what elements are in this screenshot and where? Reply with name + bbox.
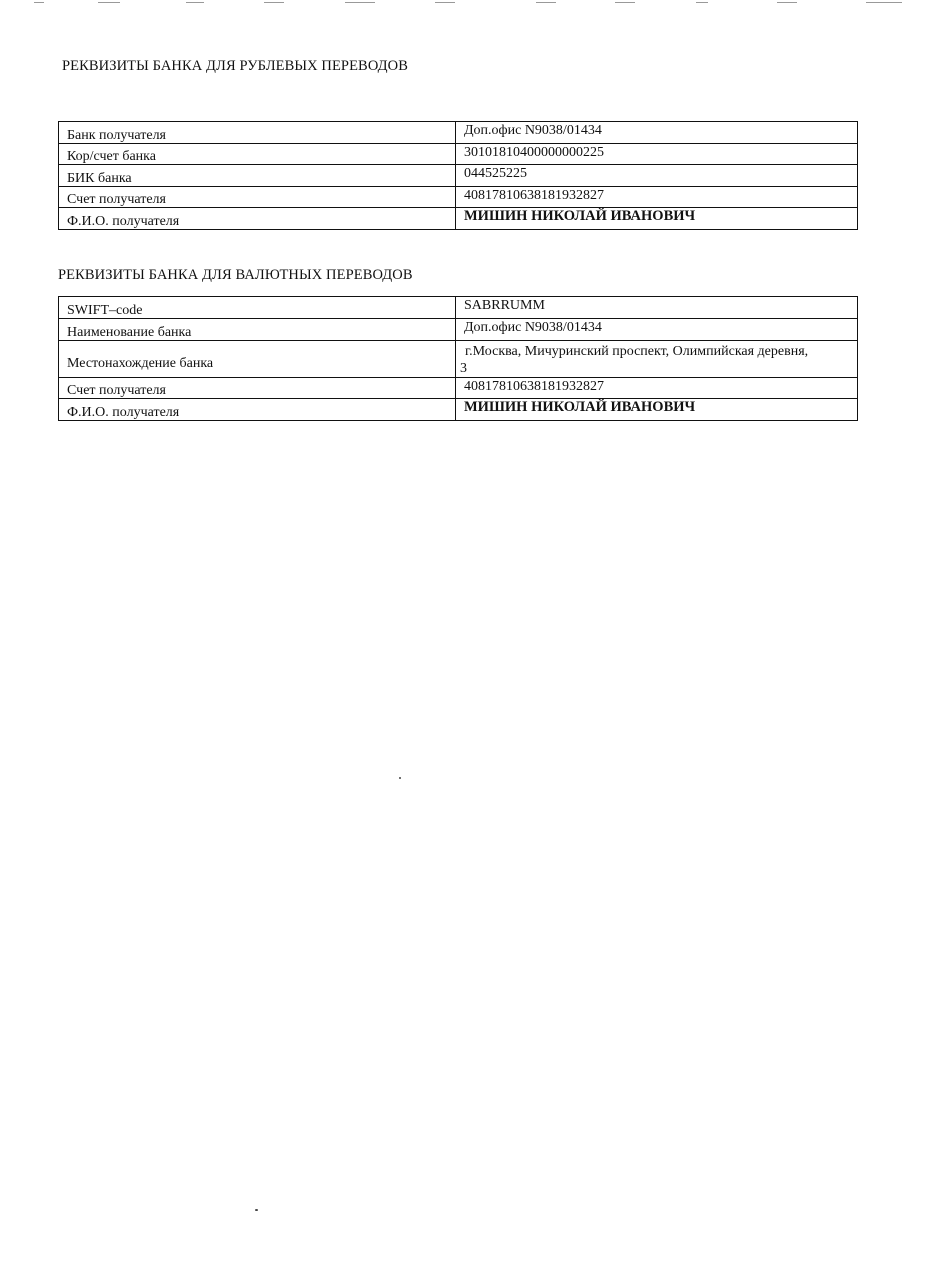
ruble-details-table — [58, 121, 858, 230]
scan-artifact — [866, 2, 902, 3]
row-value: 40817810638181932827 — [456, 378, 858, 399]
scan-artifact — [186, 2, 204, 3]
row-label: Наименование банка — [59, 319, 456, 341]
scan-artifact — [777, 2, 797, 3]
scan-artifact — [34, 2, 44, 3]
table-row — [59, 208, 858, 230]
row-value: SABRRUMM — [456, 297, 858, 319]
scan-artifact — [615, 2, 635, 3]
row-value — [456, 341, 858, 378]
row-label: БИК банка — [59, 165, 456, 187]
scan-artifact — [696, 2, 708, 3]
row-value: МИШИН НИКОЛАЙ ИВАНОВИЧ — [456, 399, 858, 421]
currency-section-heading: РЕКВИЗИТЫ БАНКА ДЛЯ ВАЛЮТНЫХ ПЕРЕВОДОВ — [58, 267, 413, 283]
table-row — [59, 378, 858, 399]
row-value: 044525225 — [456, 165, 858, 187]
currency-details-table — [58, 296, 858, 421]
table-row — [59, 341, 858, 378]
table-row — [59, 399, 858, 421]
row-label: Ф.И.О. получателя — [59, 399, 456, 421]
address-line-1: г.Москва, Мичуринский проспект, Олимпийская деревня, — [465, 344, 809, 359]
scan-artifact — [98, 2, 120, 3]
scan-artifact — [536, 2, 556, 3]
table-row — [59, 144, 858, 165]
table-row — [59, 297, 858, 319]
address-line-2: 3 — [460, 361, 467, 376]
ruble-section-heading: РЕКВИЗИТЫ БАНКА ДЛЯ РУБЛЕВЫХ ПЕРЕВОДОВ — [62, 58, 409, 74]
row-label: Счет получателя — [59, 378, 456, 399]
row-value: Доп.офис N9038/01434 — [456, 319, 858, 341]
row-value: 30101810400000000225 — [456, 144, 858, 165]
scan-artifact — [435, 2, 455, 3]
row-label: Банк получателя — [59, 122, 456, 144]
row-value: Доп.офис N9038/01434 — [456, 122, 858, 144]
scan-artifact — [345, 2, 375, 3]
row-label: Счет получателя — [59, 187, 456, 208]
table-row — [59, 319, 858, 341]
scan-speck — [399, 777, 401, 779]
table-row — [59, 122, 858, 144]
row-value: МИШИН НИКОЛАЙ ИВАНОВИЧ — [456, 208, 858, 230]
scan-speck — [255, 1209, 258, 1211]
row-label: SWIFT–code — [59, 297, 456, 319]
scan-artifact — [264, 2, 284, 3]
row-label: Кор/счет банка — [59, 144, 456, 165]
row-value: 40817810638181932827 — [456, 187, 858, 208]
row-label: Ф.И.О. получателя — [59, 208, 456, 230]
table-row — [59, 187, 858, 208]
table-row — [59, 165, 858, 187]
row-label: Местонахождение банка — [59, 341, 456, 378]
